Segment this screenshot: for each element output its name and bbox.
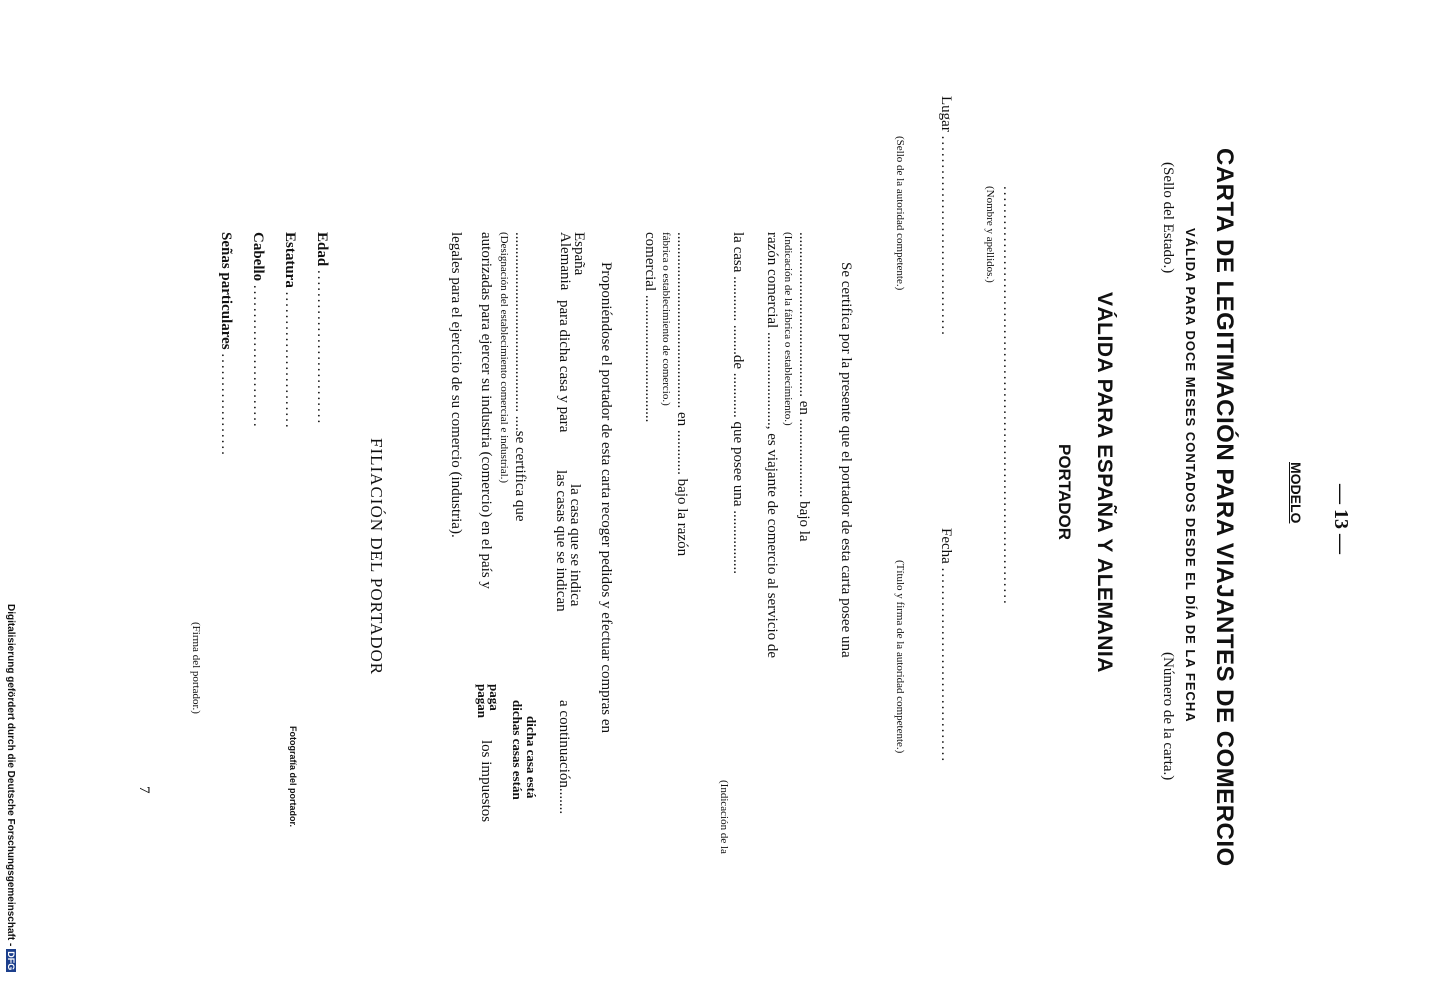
p1-line4: razón comercial ........................., es viajante de comercio al servicio de — [764, 232, 780, 659]
valida-heading: VÁLIDA PARA ESPAÑA Y ALEMANIA — [1093, 292, 1116, 673]
filiacion-heading: FILIACIÓN DEL PORTADOR — [367, 438, 386, 676]
p2-dicha: dicha casa está — [524, 716, 539, 799]
p2-cont: a continuación....... — [556, 700, 572, 815]
lugar-dots: ................................... — [938, 135, 954, 337]
p2-dicha-choice — [510, 700, 538, 800]
p2-line1: Proponiéndose el portador de esta carta recoger pedidos y efectuar compras en — [598, 262, 614, 734]
field-label: Estatura — [282, 232, 298, 288]
p1-line2: ............................................ en ..................... bajo la — [796, 232, 812, 542]
p2-country-choice — [558, 232, 586, 290]
lugar-label: Lugar — [938, 96, 954, 132]
p2-line5b: los impuestos — [478, 740, 494, 823]
field-estatura — [274, 232, 306, 457]
field-dots: ......................... — [250, 284, 266, 429]
p2-line5: autorizadas para ejercer su industria (comercio) en el país y — [478, 232, 494, 589]
field-label: Edad — [314, 232, 330, 267]
field-dots: .................. — [218, 353, 234, 457]
p2-paga-choice — [476, 684, 500, 718]
nombre-label: (Nombre y apellidos.) — [984, 186, 996, 283]
p2-dichas: dichas casas están — [510, 700, 525, 800]
field-edad — [306, 232, 338, 457]
p2-line2: para dicha casa y para — [556, 300, 572, 433]
modelo-label: MODELO — [1288, 462, 1304, 524]
field-senas — [210, 232, 242, 457]
sheet-mark: 7 — [136, 786, 152, 794]
field-dots: ........................ — [282, 291, 298, 430]
document-subtitle: VÁLIDA PARA DOCE MESES CONTADOS DESDE EL DÍA DE LA FECHA — [1183, 228, 1198, 723]
p1-line7: ............................................... en ............ bajo la razón — [674, 232, 690, 557]
p2-alemania: Alemania — [557, 232, 573, 291]
p2-line4: (Designación del establecimiento comercial e industrial.) — [498, 232, 510, 484]
dfg-logo: DFG — [6, 951, 16, 971]
p1-line1: Se certifica por la presente que el portador de esta carta posee una — [838, 262, 854, 658]
firma-portador: (Firma del portador.) — [190, 622, 202, 714]
p2-la-casa: la casa que se indica — [567, 484, 583, 607]
fecha-label: Fecha — [938, 528, 954, 564]
field-label: Señas particulares — [218, 232, 234, 350]
lugar-field — [937, 96, 954, 337]
p1-line9: comercial .................................. — [642, 232, 658, 423]
field-cabello — [242, 232, 274, 457]
p2-paga: paga — [487, 684, 502, 711]
p1-line8: fábrica o establecimiento de comercio.) — [660, 232, 672, 406]
p2-espana: España — [571, 232, 587, 276]
p2-pagan: pagan — [475, 684, 490, 718]
fecha-field — [937, 528, 954, 763]
document-title: CARTA DE LEGITIMACIÓN PARA VIAJANTES DE COMERCIO — [1211, 148, 1238, 867]
field-label: Cabello — [250, 232, 266, 282]
p2-casa-choice — [554, 470, 582, 612]
titulo-firma: (Título y firma de la autoridad competente.) — [894, 560, 906, 754]
p1-line3: (Indicación de la fábrica o establecimiento.) — [782, 232, 794, 426]
fotografia-label: Fotografía del portador. — [288, 726, 298, 828]
sello-autoridad: (Sello de la autoridad competente.) — [894, 136, 906, 291]
footer — [5, 604, 16, 972]
nombre-line: ......................................................................... — [1000, 186, 1016, 606]
p2-line6: legales para el ejercicio de su comercio (industria). — [448, 232, 464, 538]
footer-text: Digitalisierung gefördert durch die Deutsche Forschungsgemeinschaft - — [5, 604, 16, 947]
fecha-dots: .................................. — [938, 567, 954, 764]
p2-line3: ................................................ ....se certifica que — [512, 232, 528, 522]
p2-las-casas: las casas que se indican — [553, 470, 569, 612]
portador-heading: PORTADOR — [1055, 444, 1074, 541]
page-number: — 13 — — [1330, 484, 1352, 554]
numero-carta: (Número de la carta.) — [1160, 652, 1176, 781]
filiacion-fields — [210, 232, 338, 457]
field-dots: ........................... — [314, 269, 330, 426]
p1-line6: (Indicación de la — [718, 780, 730, 854]
sello-estado: (Sello del Estado.) — [1160, 162, 1176, 274]
p1-line5: la casa ............ ........de ............ que posee una ................. — [730, 232, 746, 575]
